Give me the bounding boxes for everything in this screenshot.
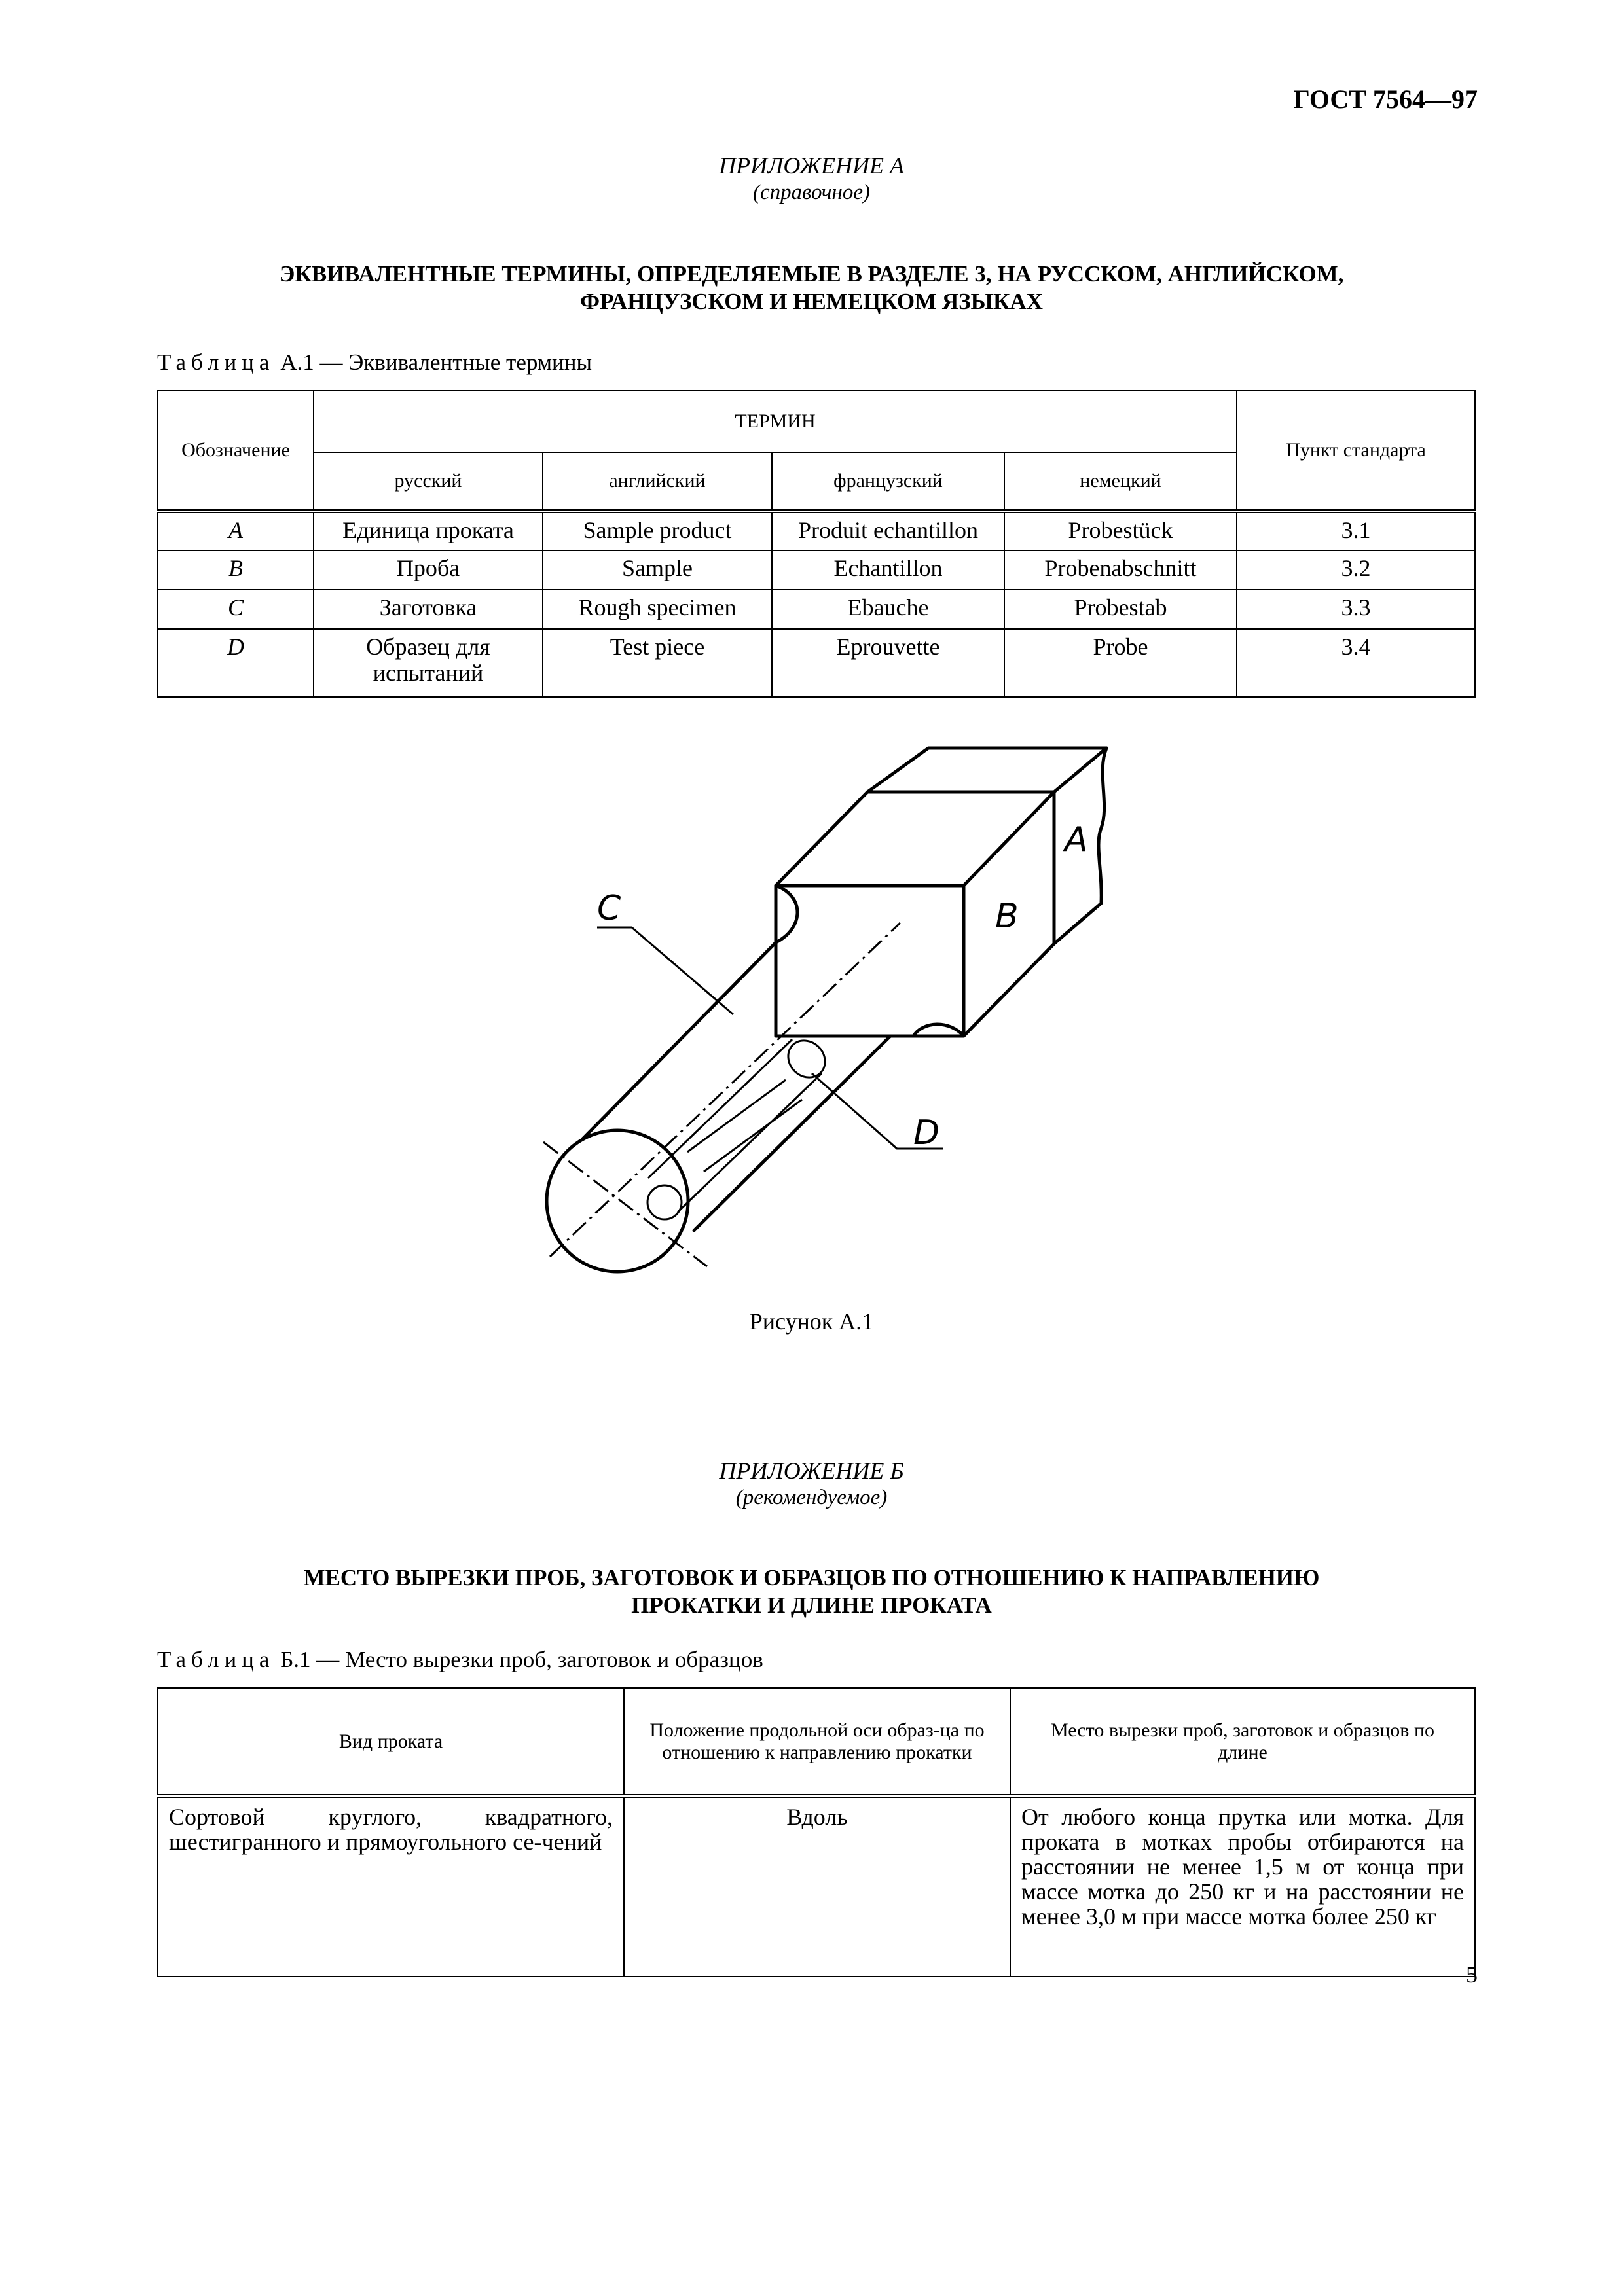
sample-top-face: [776, 792, 1054, 886]
header-axis-position-text: Положение продольной оси образ-ца по отношению к направлению прокатки: [649, 1719, 985, 1763]
header-english: английский: [543, 452, 772, 511]
appendix-a-heading-line2: ФРАНЦУЗСКОМ И НЕМЕЦКОМ ЯЗЫКАХ: [580, 289, 1043, 314]
test-piece-inner-upper: [687, 1080, 786, 1152]
header-product-kind: [158, 1688, 624, 1796]
cell-english: Sample: [543, 550, 772, 590]
table-row: [158, 511, 1475, 550]
header-term: ТЕРМИН: [314, 391, 1237, 452]
cell-russian: Образец для испытаний: [314, 629, 543, 697]
cell-german: Probenabschnitt: [1004, 550, 1237, 590]
cell-product-kind: Сортовой круглого, квадратного, шестигранного и прямоугольного се-чений: [158, 1796, 624, 1977]
figure-a1-diagram: [511, 733, 1139, 1309]
cylinder-end-circle: [547, 1130, 688, 1272]
table-a-caption: [157, 350, 592, 376]
center-line-horizontal: [543, 1142, 707, 1266]
appendix-a-heading-line1: ЭКВИВАЛЕНТНЫЕ ТЕРМИНЫ, ОПРЕДЕЛЯЕМЫЕ В РАЗДЕЛЕ 3, НА РУССКОМ, АНГЛИЙСКОМ,: [279, 261, 1344, 287]
header-cut-place-text: Место вырезки проб, заготовок и образцов по длине: [1050, 1719, 1434, 1763]
cell-code: B: [158, 550, 314, 590]
header-axis-position: [624, 1688, 1010, 1796]
figure-label-d: D: [913, 1113, 940, 1153]
table-b-caption-text: Б.1 — Место вырезки проб, заготовок и образцов: [280, 1647, 763, 1672]
cell-axis-position: Вдоль: [624, 1796, 1010, 1977]
table-a-caption-text: А.1 — Эквивалентные термины: [280, 350, 592, 375]
appendix-a-title: ПРИЛОЖЕНИЕ А: [719, 152, 904, 179]
figure-label-a: A: [1065, 820, 1088, 859]
header-german: немецкий: [1004, 452, 1237, 511]
appendix-b-subtitle: (рекомендуемое): [735, 1486, 888, 1509]
appendix-a-heading: [157, 260, 1466, 315]
header-russian: русский: [314, 452, 543, 511]
appendix-b-heading-line1: МЕСТО ВЫРЕЗКИ ПРОБ, ЗАГОТОВОК И ОБРАЗЦОВ ПО ОТНОШЕНИЮ К НАПРАВЛЕНИЮ: [303, 1565, 1320, 1590]
table-cutting-places: [157, 1687, 1476, 1977]
appendix-b-heading-line2: ПРОКАТКИ И ДЛИНЕ ПРОКАТА: [631, 1592, 992, 1618]
table-equivalent-terms: [157, 390, 1476, 698]
cell-code: C: [158, 590, 314, 629]
table-row: [158, 550, 1475, 590]
cell-clause: 3.4: [1237, 629, 1475, 697]
appendix-a-subtitle: (справочное): [753, 181, 870, 204]
center-line-axis: [550, 923, 900, 1257]
figure-a1-caption: Рисунок А.1: [749, 1308, 874, 1335]
figure-label-c: C: [597, 889, 621, 928]
cell-clause: 3.3: [1237, 590, 1475, 629]
header-product-kind-text: Вид проката: [338, 1730, 443, 1752]
test-piece-shoulder: [780, 1033, 832, 1085]
product-top-join: [1054, 748, 1106, 792]
cell-russian: Проба: [314, 550, 543, 590]
cell-french: Ebauche: [772, 590, 1004, 629]
cell-french: Echantillon: [772, 550, 1004, 590]
cell-cut-place: От любого конца прутка или мотка. Для проката в мотках пробы отбираются на расстоянии не менее 1,5 м от конца при массе мотка до 250 кг и на расстоянии не менее 3,0 м при массе мотка более 250 кг: [1010, 1796, 1475, 1977]
header-designation: Обозначение: [158, 391, 314, 511]
test-piece-upper-line: [648, 1039, 792, 1178]
leader-c: [597, 927, 733, 1014]
cell-french: Eprouvette: [772, 629, 1004, 697]
table-row: [158, 590, 1475, 629]
table-b-caption-label: Таблица: [157, 1647, 275, 1672]
table-row: [158, 1796, 1475, 1977]
cell-russian: Единица проката: [314, 511, 543, 550]
test-piece-end: [647, 1185, 682, 1219]
header-french: французский: [772, 452, 1004, 511]
table-b-caption: [157, 1647, 763, 1673]
cell-german: Probestück: [1004, 511, 1237, 550]
cell-clause: 3.2: [1237, 550, 1475, 590]
cell-code: A: [158, 511, 314, 550]
cell-clause: 3.1: [1237, 511, 1475, 550]
figure-label-b: B: [995, 897, 1019, 936]
page-number: 5: [1466, 1962, 1478, 1988]
header-cut-place: [1010, 1688, 1475, 1796]
cell-french: Produit echantillon: [772, 511, 1004, 550]
appendix-b-title: ПРИЛОЖЕНИЕ Б: [719, 1458, 904, 1484]
cell-german: Probe: [1004, 629, 1237, 697]
standard-number: ГОСТ 7564—97: [1293, 84, 1478, 114]
appendix-b-heading: [157, 1564, 1466, 1619]
cell-english: Sample product: [543, 511, 772, 550]
cell-english: Rough specimen: [543, 590, 772, 629]
cell-code: D: [158, 629, 314, 697]
cylinder-bottom-cutout: [913, 1024, 964, 1036]
product-top-edge: [867, 748, 1106, 792]
cell-english: Test piece: [543, 629, 772, 697]
table-row: [158, 629, 1475, 697]
cylinder-cutout: [776, 886, 797, 942]
table-a-caption-label: Таблица: [157, 350, 275, 375]
header-clause: Пункт стандарта: [1237, 391, 1475, 511]
cylinder-bottom-edge: [694, 1036, 890, 1230]
cell-german: Probestab: [1004, 590, 1237, 629]
cell-russian: Заготовка: [314, 590, 543, 629]
